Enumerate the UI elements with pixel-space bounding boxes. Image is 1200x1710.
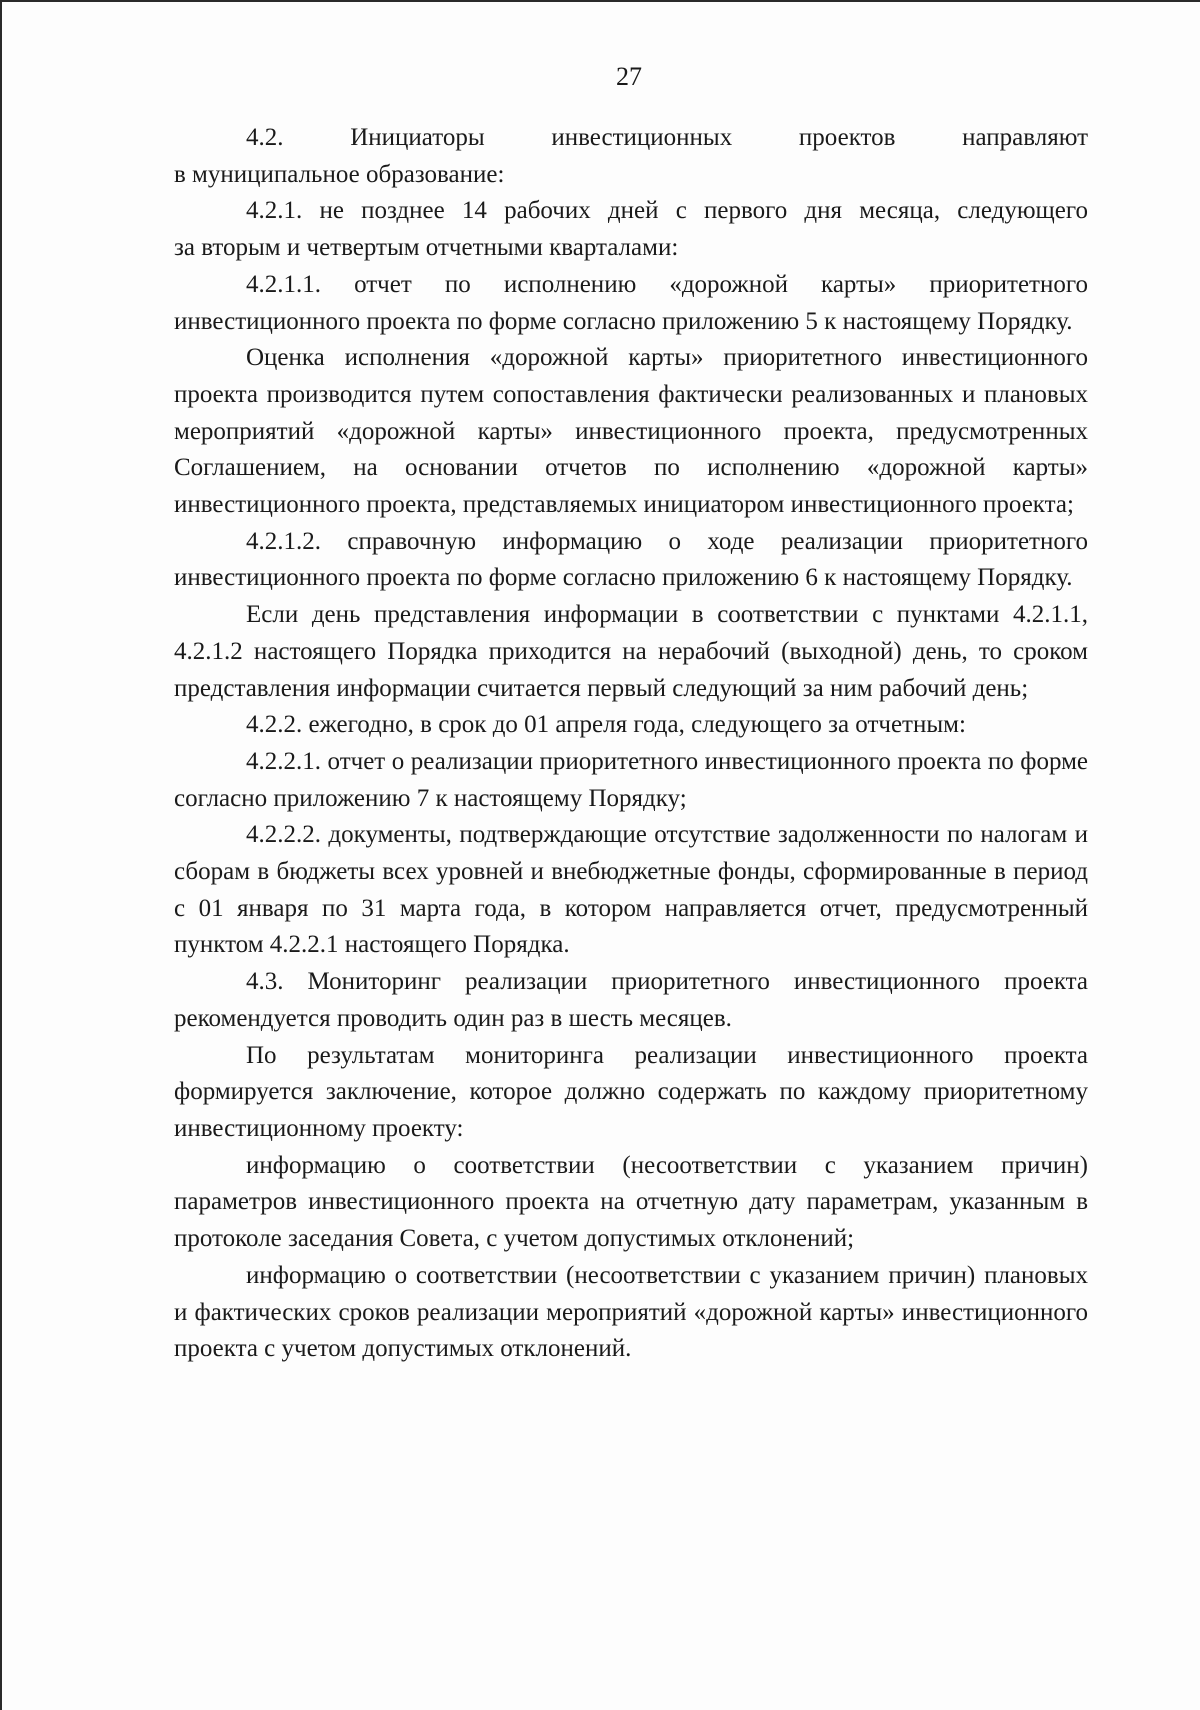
paragraph-4-2-2: 4.2.2. ежегодно, в срок до 01 апреля года, следующего за отчетным:: [246, 711, 966, 739]
paragraph-4-2-1: 4.2.1. не позднее 14 рабочих дней с первого дня месяца, следующего: [246, 197, 1088, 225]
paragraph-4-2-1-continuation: за вторым и четвертым отчетными кварталами:: [174, 234, 679, 262]
paragraph-4-3: 4.3. Мониторинг реализации приоритетного инвестиционного проекта рекомендуется проводить один раз в шесть месяцев.: [174, 968, 1088, 1032]
paragraph-4-2-continuation: в муниципальное образование:: [174, 160, 505, 188]
paragraph-deadline-rule: Если день представления информации в соответствии с пунктами 4.2.1.1, 4.2.1.2 настоящего Порядка приходится на нерабочий (выходной) день, то сроком представления информации считается первый следующий за ним рабочий день;: [174, 601, 1088, 702]
document-body: [174, 120, 1088, 1368]
paragraph-4-2-1-1: 4.2.1.1. отчет по исполнению «дорожной карты» приоритетного инвестиционного проекта по форме согласно приложению 5 к настоящему Порядку.: [174, 270, 1088, 335]
paragraph-4-2-2-2: 4.2.2.2. документы, подтверждающие отсутствие задолженности по налогам и сборам в бюджеты всех уровней и внебюджетные фонды, сформированные в период с 01 января по 31 марта года, в котором направляется отчет, предусмотренный пунктом 4.2.2.1 настоящего Порядка.: [174, 821, 1088, 959]
paragraph-parameters-compliance: информацию о соответствии (несоответствии с указанием причин) параметров инвестиционного проекта на отчетную дату параметрам, указанным в протоколе заседания Совета, с учетом допустимых отклонений;: [174, 1151, 1088, 1253]
paragraph-roadmap-assessment: Оценка исполнения «дорожной карты» приоритетного инвестиционного проекта производится путем сопоставления фактически реализованных и плановых мероприятий «дорожной карты» инвестиционного проекта, предусмотренных Соглашением, на основании отчетов по исполнению «дорожной карты» инвестиционного проекта, представляемых инициатором инвестиционного проекта;: [174, 344, 1088, 519]
paragraph-4-2-1-2: 4.2.1.2. справочную информацию о ходе реализации приоритетного инвестиционного проекта по форме согласно приложению 6 к настоящему Порядку.: [174, 527, 1088, 592]
paragraph-4-2-2-1: 4.2.2.1. отчет о реализации приоритетного инвестиционного проекта по форме согласно приложению 7 к настоящему Порядку;: [174, 747, 1088, 812]
paragraph-monitoring-results: По результатам мониторинга реализации инвестиционного проекта формируется заключение, которое должно содержать по каждому приоритетному инвестиционному проекту:: [174, 1041, 1088, 1142]
page-number: 27: [616, 62, 642, 91]
paragraph-schedule-compliance: информацию о соответствии (несоответствии с указанием причин) плановых и фактических сроков реализации мероприятий «дорожной карты» инвестиционного проекта с учетом допустимых отклонений.: [174, 1261, 1088, 1363]
paragraph-4-2: 4.2. Инициаторы инвестиционных проектов направляют: [246, 124, 1088, 151]
